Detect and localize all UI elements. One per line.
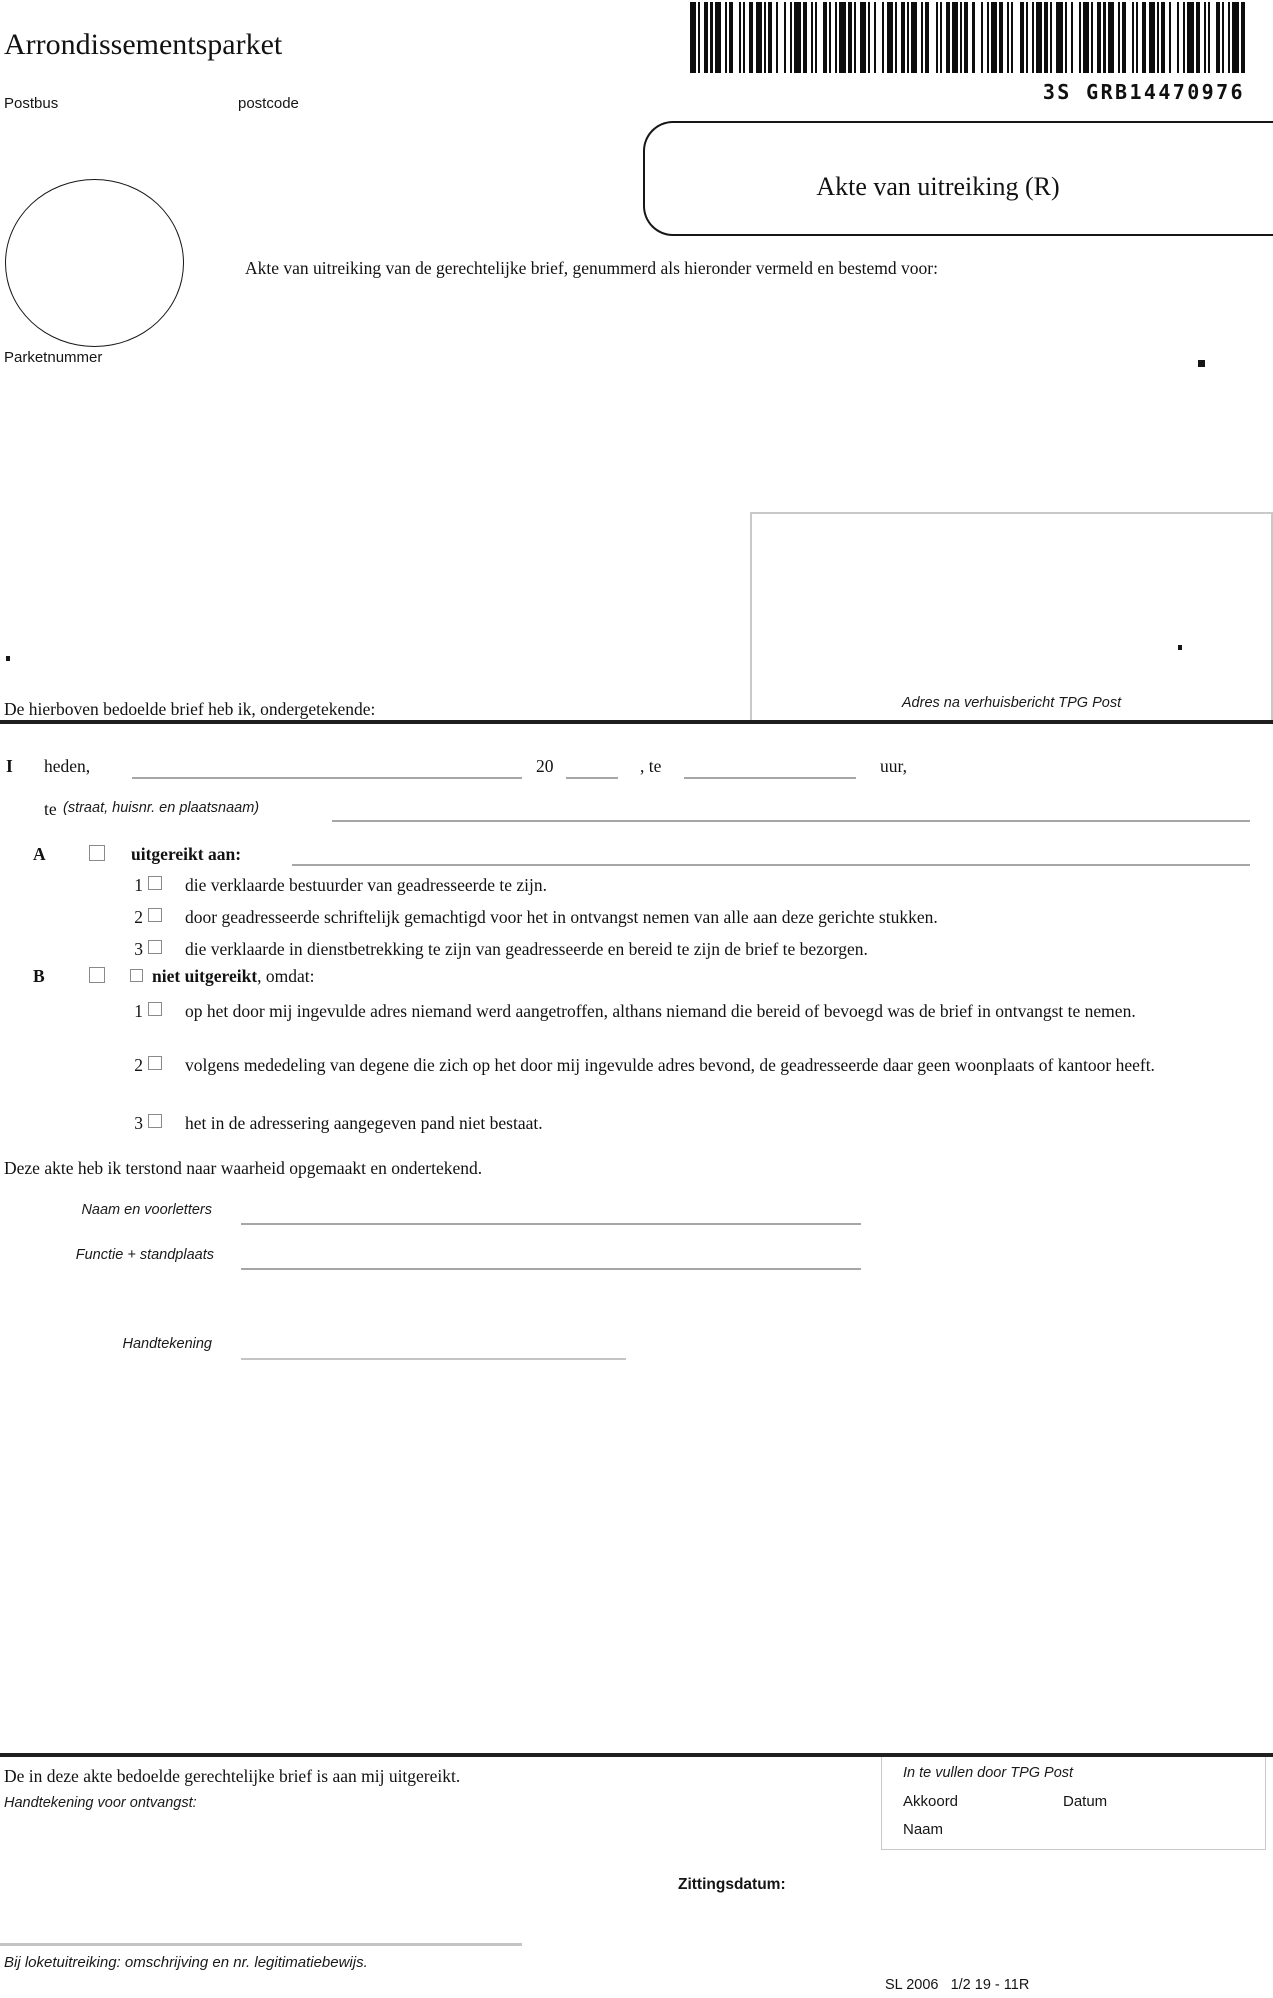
item-a3-checkbox[interactable] — [148, 940, 162, 954]
section-a-label: uitgereikt aan: — [131, 844, 242, 864]
naam-label: Naam — [903, 1821, 944, 1838]
address-box-dot — [1178, 645, 1182, 650]
document-title: Akte van uitreiking (R) — [816, 172, 1060, 201]
function-field-line[interactable] — [241, 1268, 861, 1270]
section-b-checkbox[interactable] — [89, 967, 105, 983]
item-b3-checkbox[interactable] — [148, 1114, 162, 1128]
item-b2-number: 2 — [134, 1055, 143, 1075]
intro-sentence: Akte van uitreiking van de gerechtelijke brief, genummerd als hieronder vermeld en bestemd voor: — [245, 258, 938, 278]
tpg-box-caption: In te vullen door TPG Post — [903, 1765, 1074, 1781]
uur-label: uur, — [880, 756, 908, 776]
item-b1-number: 1 — [134, 1001, 143, 1021]
declaration-intro: De hierboven bedoelde brief heb ik, ondergetekende: — [4, 699, 376, 719]
address-box-caption: Adres na verhuisbericht TPG Post — [901, 695, 1122, 711]
section-b-letter: B — [33, 966, 45, 986]
loket-field-line[interactable] — [0, 1943, 522, 1946]
section-b-sub-checkbox[interactable] — [130, 969, 143, 982]
item-b2-checkbox[interactable] — [148, 1056, 162, 1070]
section-a-letter: A — [33, 844, 46, 864]
item-a2-number: 2 — [134, 907, 143, 927]
form-code: SL 2006 1/2 19 - 11R — [885, 1977, 1030, 1993]
receipt-statement: De in deze akte bedoelde gerechtelijke brief is aan mij uitgereikt. — [4, 1766, 461, 1786]
datum-label: Datum — [1063, 1793, 1108, 1810]
year-prefix: 20 — [536, 756, 554, 776]
item-b1-text: op het door mij ingevulde adres niemand werd aangetroffen, althans niemand die bereid of bevoegd was de brief in ontvangst te nemen. — [185, 1001, 1136, 1021]
closing-statement: Deze akte heb ik terstond naar waarheid opgemaakt en ondertekend. — [4, 1158, 483, 1178]
item-a3-text: die verklaarde in dienstbetrekking te zijn van geadresseerde en bereid te zijn de brief te bezorgen. — [185, 939, 868, 959]
barcode-value: 3S GRB14470976 — [1042, 80, 1245, 104]
signature-field-line[interactable] — [241, 1358, 626, 1360]
te-label: , te — [640, 756, 662, 776]
item-b3-number: 3 — [134, 1113, 143, 1133]
heden-label: heden, — [44, 756, 91, 776]
item-a1-checkbox[interactable] — [148, 876, 162, 890]
postcode-label: postcode — [238, 95, 299, 112]
left-margin-dot — [6, 656, 10, 661]
function-label: Functie + standplaats — [75, 1247, 214, 1263]
parketnummer-label: Parketnummer — [4, 349, 103, 366]
section-b-label-bold: niet uitgereikt — [152, 966, 258, 986]
item-a1-text: die verklaarde bestuurder van geadresseerde te zijn. — [185, 875, 547, 895]
receipt-sign-label: Handtekening voor ontvangst: — [4, 1795, 197, 1811]
stamp-circle — [5, 179, 184, 347]
reference-dot — [1198, 360, 1205, 367]
section-b-label-rest: , omdat: — [257, 966, 315, 986]
date-field-line[interactable] — [132, 777, 522, 779]
zittingsdatum-label: Zittingsdatum: — [678, 1876, 786, 1893]
name-label: Naam en voorletters — [81, 1202, 212, 1218]
office-title: Arrondissementsparket — [4, 28, 283, 61]
address-hint: (straat, huisnr. en plaatsnaam) — [63, 800, 260, 816]
te2-label: te — [44, 799, 57, 819]
address-field-line[interactable] — [332, 820, 1250, 822]
divider-top — [0, 720, 1273, 724]
time-field-line[interactable] — [684, 777, 856, 779]
postbus-label: Postbus — [4, 95, 59, 112]
signature-label: Handtekening — [122, 1336, 212, 1352]
section-1-numeral: I — [6, 756, 13, 776]
item-a2-checkbox[interactable] — [148, 908, 162, 922]
item-b3-text: het in de adressering aangegeven pand niet bestaat. — [185, 1113, 543, 1133]
loket-note: Bij loketuitreiking: omschrijving en nr. legitimatiebewijs. — [4, 1954, 368, 1971]
section-b-label — [152, 965, 315, 987]
section-a-checkbox[interactable] — [89, 845, 105, 861]
item-b1-checkbox[interactable] — [148, 1002, 162, 1016]
akkoord-label: Akkoord — [903, 1793, 959, 1810]
item-a1-number: 1 — [134, 875, 143, 895]
item-a3-number: 3 — [134, 939, 143, 959]
uitgereikt-aan-field-line[interactable] — [292, 864, 1250, 866]
item-a2-text: door geadresseerde schriftelijk gemachtigd voor het in ontvangst nemen van alle aan deze gerichte stukken. — [185, 907, 938, 927]
name-field-line[interactable] — [241, 1223, 861, 1225]
address-after-move-box[interactable] — [750, 512, 1273, 721]
item-b2-text: volgens mededeling van degene die zich op het door mij ingevulde adres bevond, de geadresseerde daar geen woonplaats of kantoor heeft. — [185, 1055, 1155, 1075]
year-field-line[interactable] — [566, 777, 618, 779]
barcode — [690, 2, 1246, 73]
